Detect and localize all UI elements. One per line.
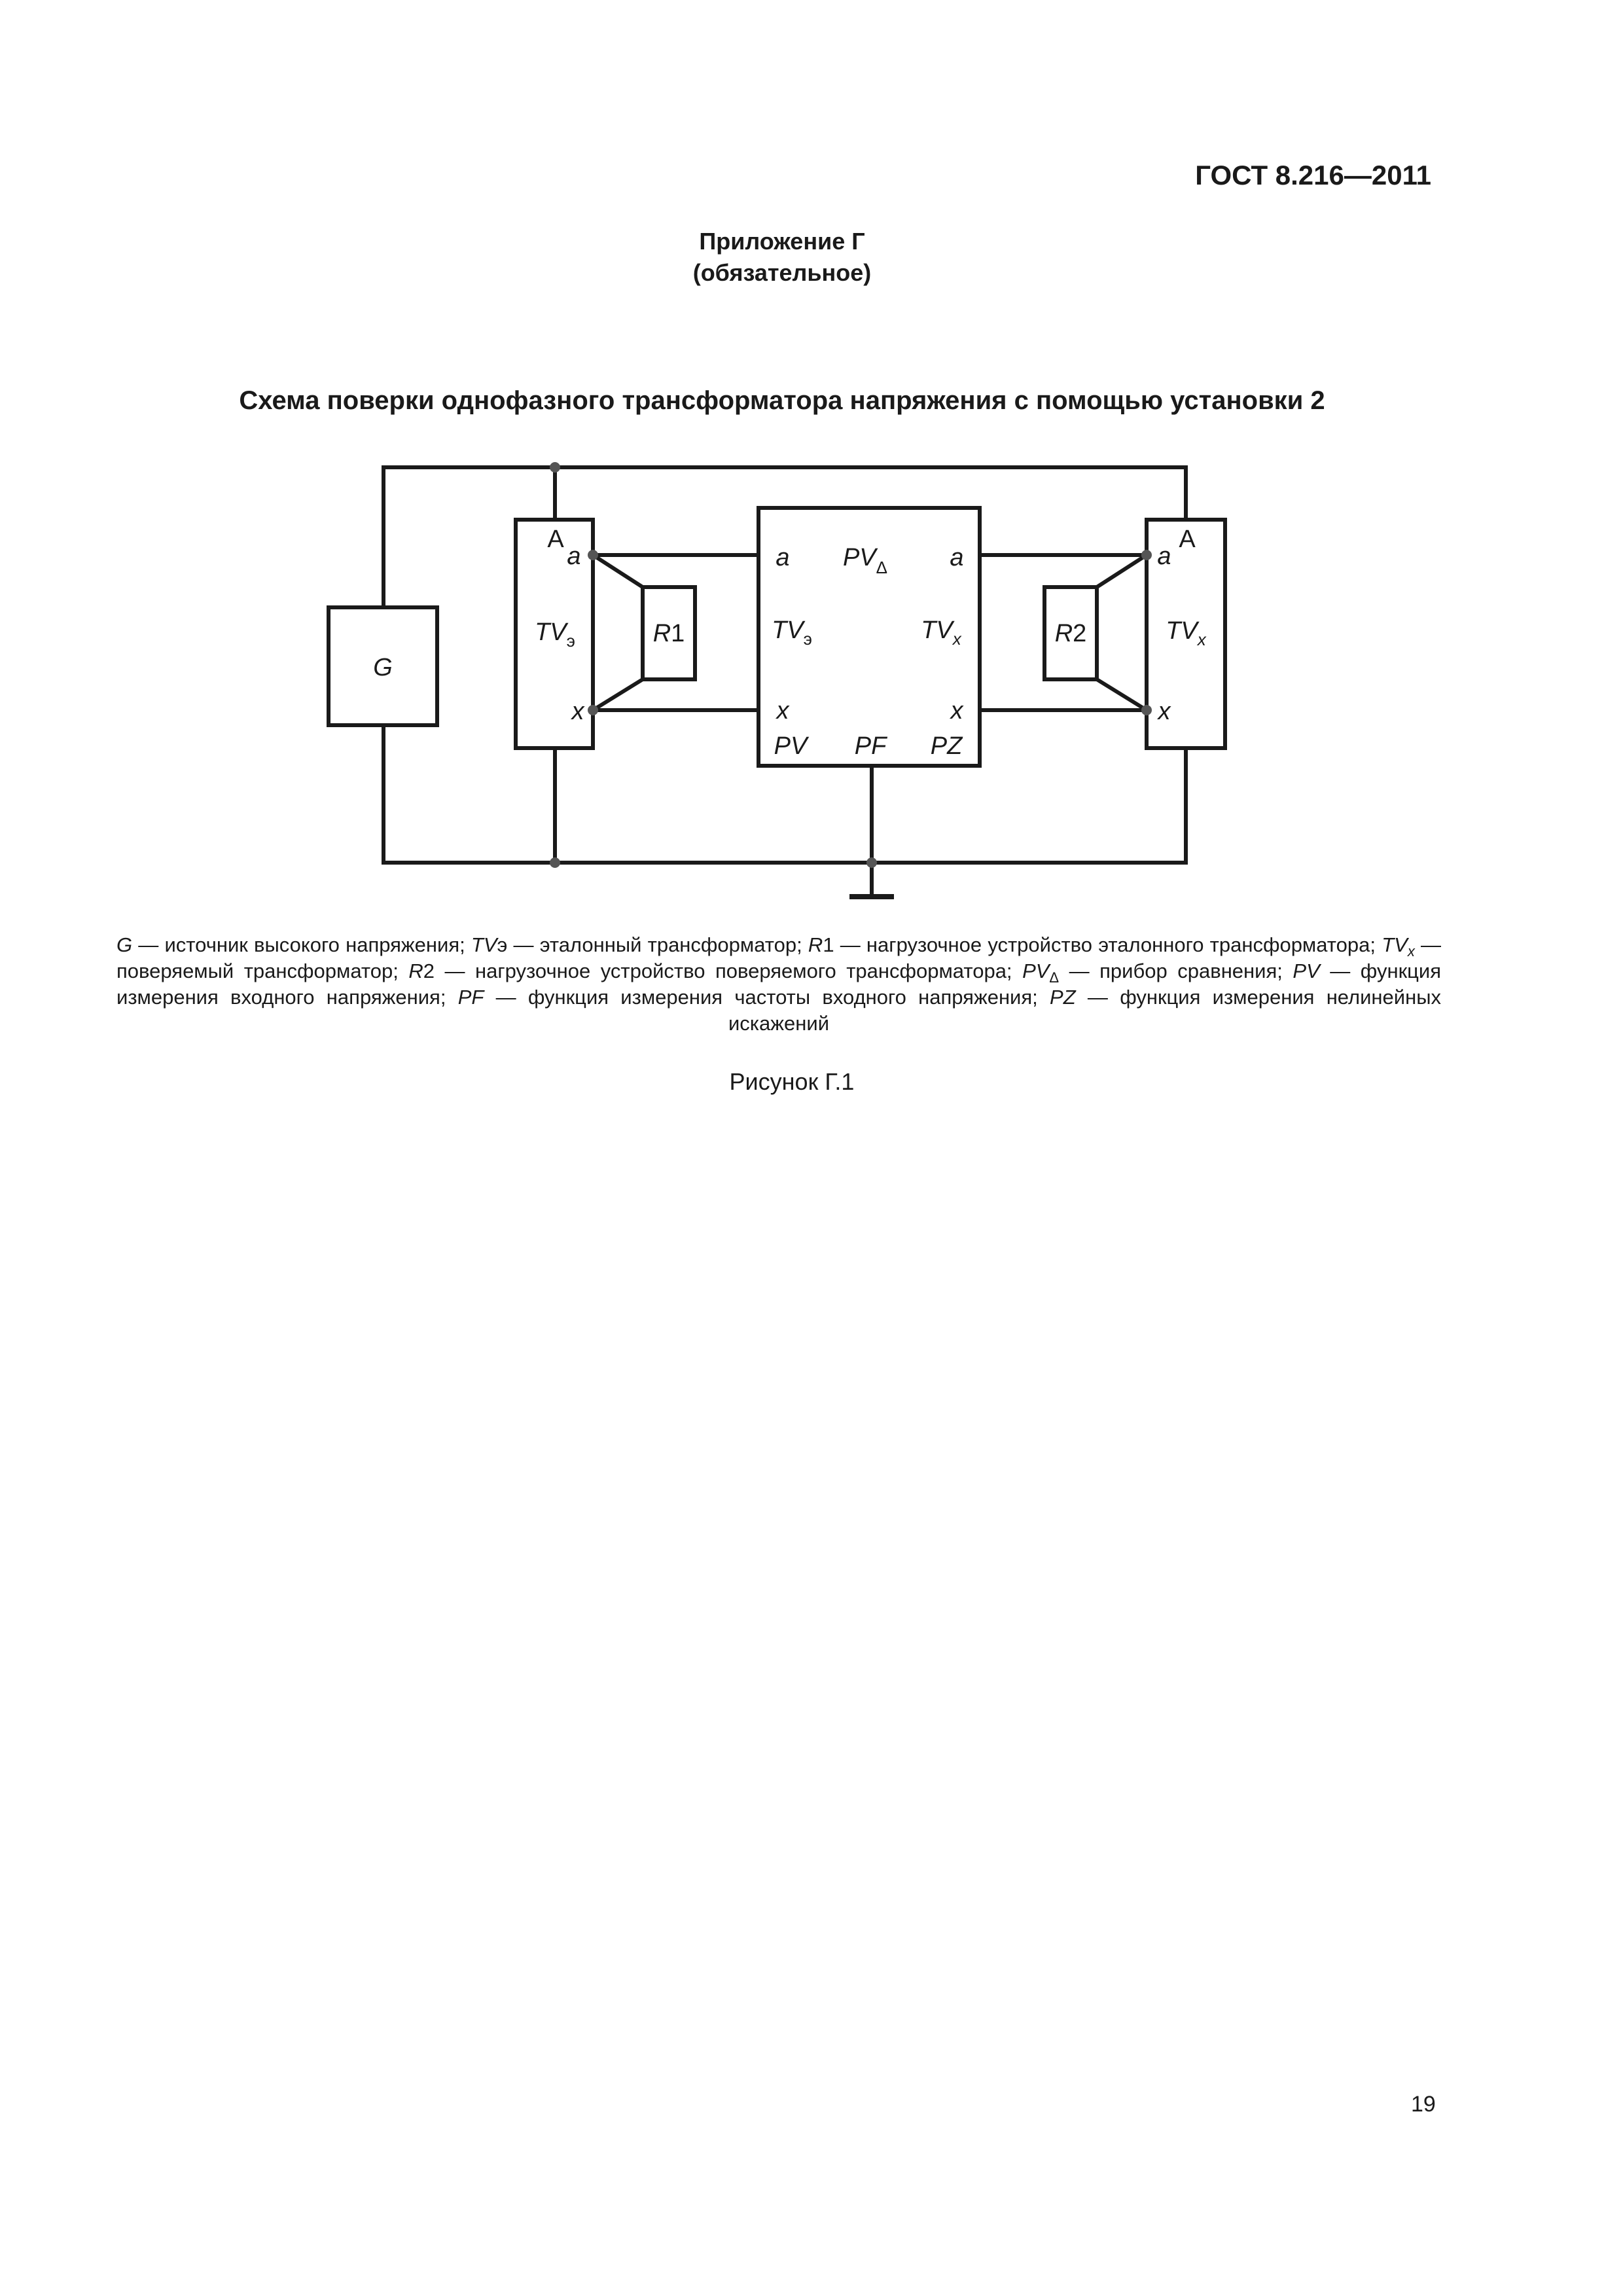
comparator-bottom-right-x: x [950, 697, 963, 725]
appendix-status: (обязательное) [692, 259, 872, 286]
legend-tve-text: э — эталонный трансформатор; [497, 933, 808, 956]
comparator-top-left-a: a [776, 544, 790, 571]
r2-label-main: R [1054, 620, 1073, 647]
r1-label-main: R [652, 620, 671, 647]
tvx-terminal-a: a [1157, 543, 1171, 570]
r2-label-num: 2 [1073, 620, 1087, 647]
appendix-title: Приложение Г [699, 228, 865, 255]
circuit-diagram [0, 0, 1623, 929]
legend-pvd-symbol: PV [1022, 960, 1050, 982]
r2-bottom-lead [1097, 679, 1147, 710]
r2-top-lead [1097, 555, 1147, 587]
comparator-mid-left-sub: э [803, 629, 812, 649]
document-code: ГОСТ 8.216—2011 [1195, 160, 1431, 190]
tve-name-sub: э [566, 631, 575, 651]
comparator-func-pv: PV [774, 732, 808, 760]
comparator-mid-right-sub: x [952, 629, 961, 649]
tvx-terminal-A: A [1179, 526, 1196, 553]
junction-dot [550, 462, 560, 473]
comparator-title-main: PV [842, 544, 876, 571]
legend-tvx-symbol: TV [1382, 933, 1408, 956]
page-number: 19 [1411, 2092, 1436, 2117]
junction-dot [866, 857, 877, 868]
legend-r1-text: 1 — нагрузочное устройство эталонного трансформатора; [823, 933, 1382, 956]
tve-terminal-x: x [571, 698, 584, 725]
legend-pv-text: — функция измерения входного напряжения; [116, 960, 1441, 1009]
r1-label-num: 1 [671, 620, 685, 647]
comparator-top-right-a: a [950, 544, 964, 571]
comparator-mid-right-main: TV [921, 617, 953, 644]
tve-name-main: TV [535, 619, 567, 646]
legend-g-symbol: G [116, 933, 133, 956]
tvx-name-main: TV [1166, 617, 1198, 645]
legend-r1-symbol: R [808, 933, 823, 956]
legend-pvd-text: — прибор сравнения; [1059, 960, 1293, 982]
tvx-terminal-x: x [1158, 698, 1171, 725]
junction-dot [1141, 550, 1152, 560]
legend-pv-symbol: PV [1293, 960, 1320, 982]
figure-legend [116, 932, 1441, 1037]
legend-tvx-text: — поверяемый трансформатор; [116, 933, 1441, 982]
junction-dot [1141, 705, 1152, 715]
generator-label: G [373, 654, 393, 681]
figure-caption: Рисунок Г.1 [729, 1068, 855, 1095]
scheme-title: Схема поверки однофазного трансформатора напряжения с помощью установки 2 [239, 386, 1325, 415]
legend-r2-text: 2 — нагрузочное устройство поверяемого трансформатора; [423, 960, 1023, 982]
legend-tve-symbol: TV [471, 933, 497, 956]
tvx-name-sub: x [1197, 630, 1206, 649]
junction-dot [588, 550, 598, 560]
tve-terminal-A: A [547, 526, 564, 553]
legend-pz-text: — функция измерения нелинейных искажений [728, 986, 1442, 1035]
comparator-mid-left-main: TV [772, 617, 804, 644]
legend-g-text: — источник высокого напряжения; [132, 933, 471, 956]
comparator-func-pz: PZ [930, 732, 963, 760]
legend-pvd-subscript: Δ [1049, 969, 1060, 986]
legend-pf-symbol: PF [457, 986, 484, 1009]
legend-tvx-subscript: x [1407, 943, 1415, 960]
r1-top-lead [593, 555, 643, 587]
r1-label [653, 620, 685, 647]
junction-dot [550, 857, 560, 868]
tve-terminal-a: a [567, 543, 581, 570]
r1-bottom-lead [593, 679, 643, 710]
comparator-title-sub: Δ [876, 558, 888, 577]
legend-pf-text: — функция измерения частоты входного напряжения; [484, 986, 1050, 1009]
legend-r2-symbol: R [408, 960, 423, 982]
comparator-bottom-left-x: x [776, 697, 789, 725]
comparator-func-pf: PF [854, 732, 887, 760]
junction-dot [588, 705, 598, 715]
r2-label [1055, 620, 1087, 647]
legend-pz-symbol: PZ [1050, 986, 1076, 1009]
